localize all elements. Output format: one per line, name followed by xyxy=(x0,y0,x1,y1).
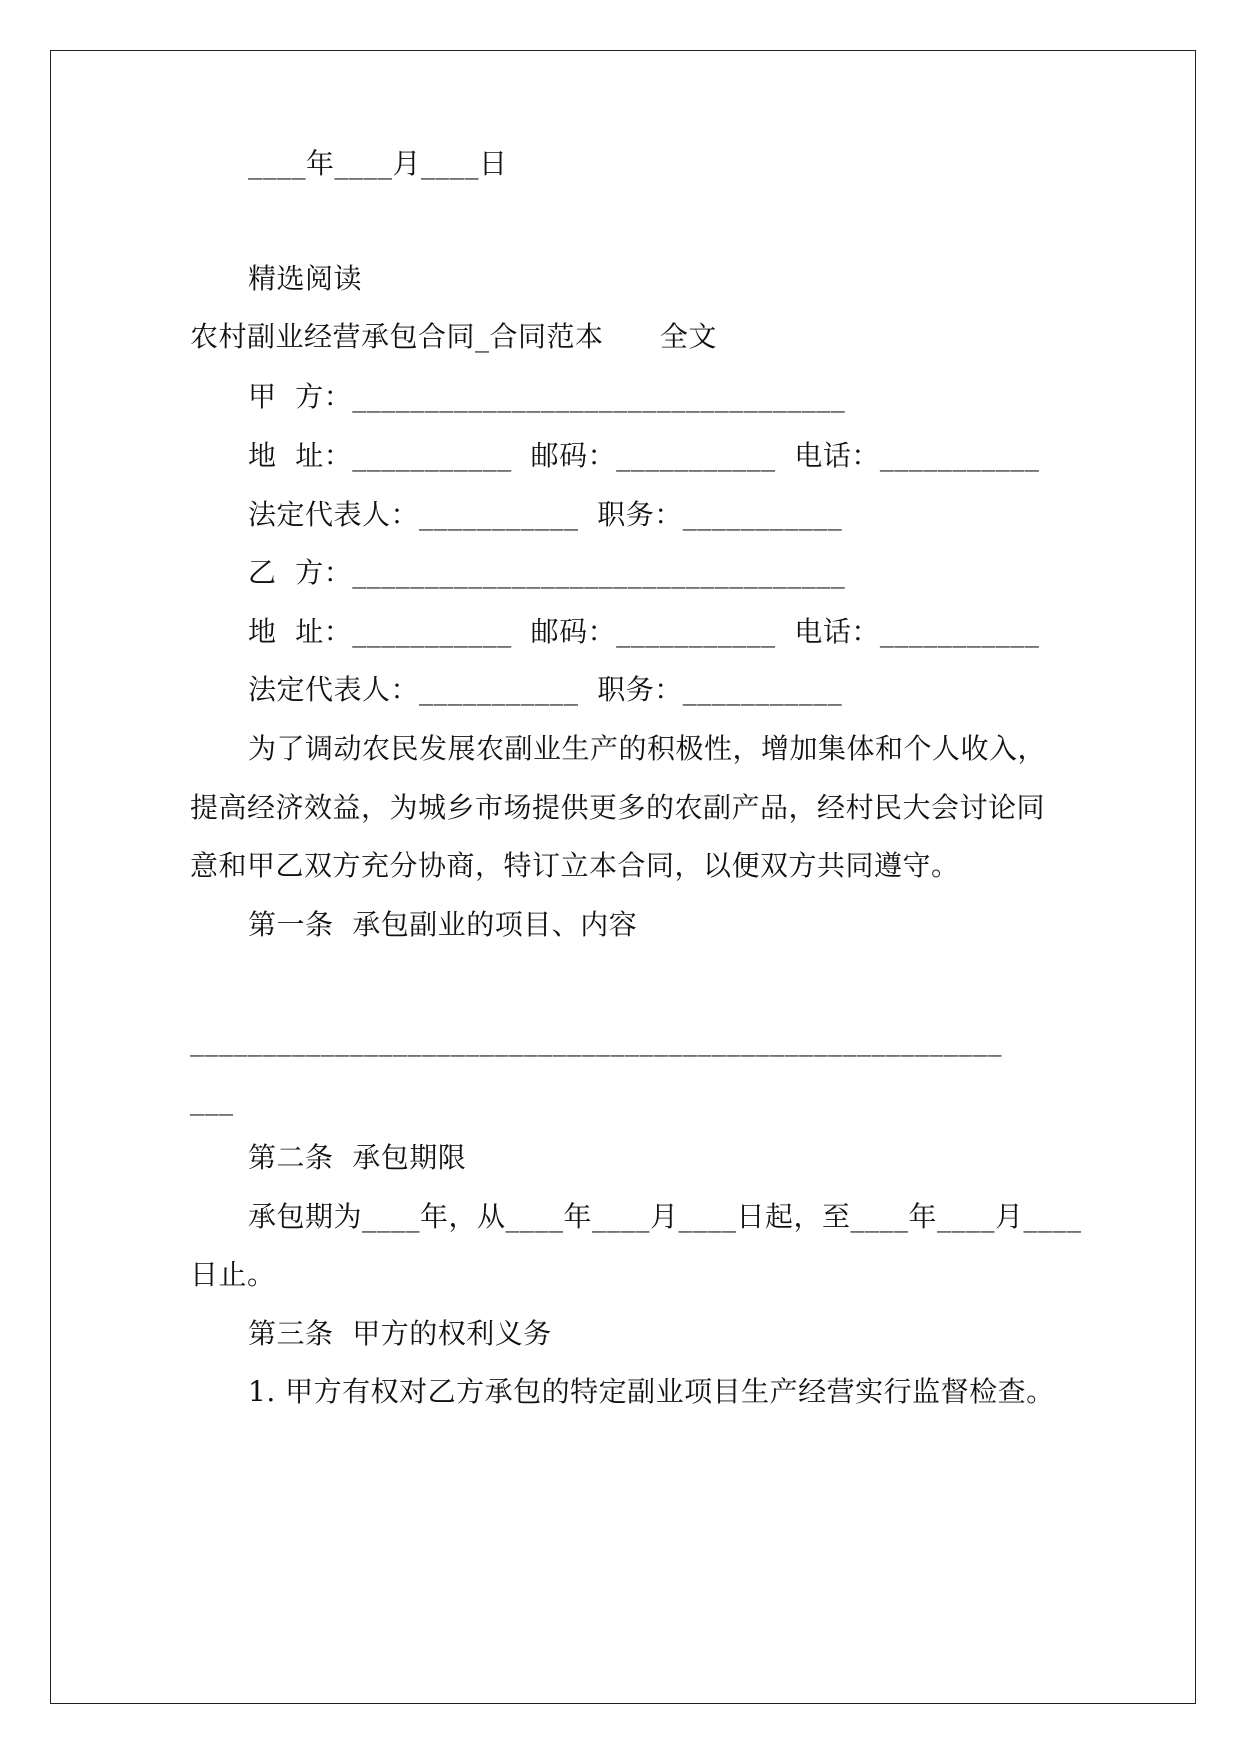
article-1-heading: 第一条 承包副业的项目、内容 xyxy=(248,908,638,941)
article-1-blank-line-2: ___ xyxy=(190,1083,234,1116)
article-2-text-line-2: 日止。 xyxy=(190,1258,276,1291)
party-a-address-line: 地 址：___________ 邮码：___________ 电话：___________ xyxy=(248,439,1040,472)
preamble-line-1: 为了调动农民发展农副业生产的积极性，增加集体和个人收入， xyxy=(248,732,1047,765)
party-b-name-line: 乙 方：__________________________________ xyxy=(248,556,846,589)
party-a-name-line: 甲 方：__________________________________ xyxy=(248,380,846,413)
preamble-line-2: 提高经济效益，为城乡市场提供更多的农副产品，经村民大会讨论同 xyxy=(190,791,1046,824)
document-title: 农村副业经营承包合同_合同范本 全文 xyxy=(190,320,717,353)
article-2-heading: 第二条 承包期限 xyxy=(248,1141,467,1174)
article-3-heading: 第三条 甲方的权利义务 xyxy=(248,1317,552,1350)
party-b-representative-line: 法定代表人：___________ 职务：___________ xyxy=(248,673,843,706)
date-line: ____年____月____日 xyxy=(248,147,508,180)
preamble-line-3: 意和甲乙双方充分协商，特订立本合同，以便双方共同遵守。 xyxy=(190,849,960,882)
article-3-item-1: 1. 甲方有权对乙方承包的特定副业项目生产经营实行监督检查。 xyxy=(248,1375,1055,1408)
featured-reading-label: 精选阅读 xyxy=(248,262,363,295)
party-a-representative-line: 法定代表人：___________ 职务：___________ xyxy=(248,498,843,531)
article-2-text-line-1: 承包期为____年，从____年____月____日起，至____年____月____ xyxy=(248,1200,1082,1233)
article-1-blank-line-1: ________________________________________________________ xyxy=(190,1024,1002,1057)
party-b-address-line: 地 址：___________ 邮码：___________ 电话：___________ xyxy=(248,615,1040,648)
